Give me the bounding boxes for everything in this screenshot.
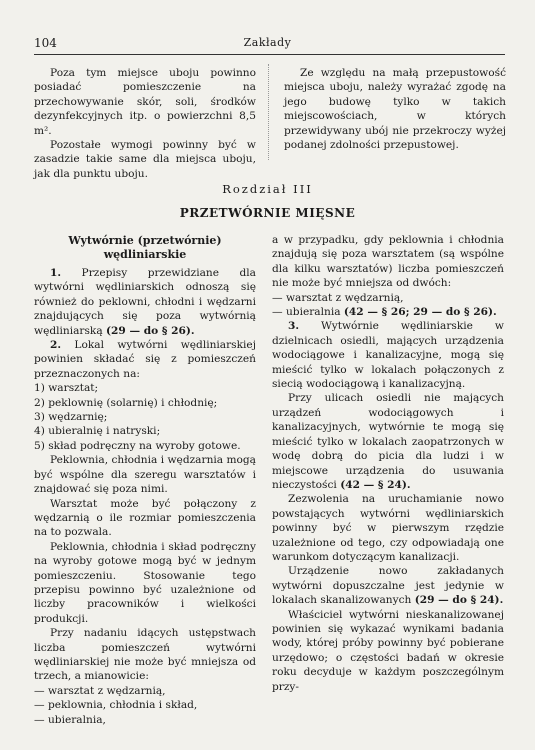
paragraph bbox=[34, 266, 256, 338]
list-item: 2) peklownię (solarnię) i chłodnię; bbox=[34, 396, 218, 409]
top-right-column bbox=[284, 66, 506, 152]
right-column bbox=[272, 233, 504, 694]
top-left-column bbox=[34, 66, 256, 181]
list-item: — warsztat z wędzarnią, bbox=[272, 291, 404, 304]
header-rule bbox=[34, 54, 505, 55]
running-title: Zakłady bbox=[243, 36, 292, 49]
paragraph bbox=[34, 338, 256, 381]
list-item: 5) skład podręczny na wyroby gotowe. bbox=[34, 439, 241, 452]
legal-reference: (42 — § 24). bbox=[340, 478, 411, 491]
list-item: — ubieralnia, bbox=[34, 713, 106, 726]
page-number: 104 bbox=[34, 36, 57, 50]
subheading bbox=[34, 234, 256, 262]
paragraph: a w przypadku, gdy peklownia i chłodnia znajdują się poza warsztatem (są wspólne dla kilku warsztatów) liczba pomieszczeń nie może być mniejsza od dwóch: bbox=[272, 234, 504, 290]
paragraph-text: Przepisy przewidziane dla wytwórni wędliniarskich odnoszą się również do peklowni, chłodni i wędzarni znajdujących się poza wytwórnią wędliniarską bbox=[34, 267, 256, 337]
paragraph: Peklownia, chłodnia i wędzarnia mogą być wspólne dla szeregu warsztatów i znajdować się poza nimi. bbox=[34, 454, 256, 496]
paragraph-number: 3. bbox=[288, 320, 300, 333]
paragraph-text: Wytwórnie wędliniarskie w dzielnicach osiedli, mających urządzenia wodociągowe i kanalizacyjne, mogą się mieścić tylko w lokalach połączonych z siecią wodociągową i kanalizacyjną. bbox=[272, 320, 504, 391]
dash-list bbox=[272, 291, 504, 320]
section-title: PRZETWÓRNIE MIĘSNE bbox=[179, 206, 356, 220]
paragraph-text: Urządzenie nowo zakładanych wytwórni dopuszczalne jest jedynie w lokalach skanalizowanych bbox=[272, 565, 504, 607]
paragraph: Przy nadaniu idących ustępstwach liczba pomieszczeń wytwórni wędliniarskiej nie może być mniejsza od trzech, a mianowicie: bbox=[34, 627, 256, 683]
list-item: — warsztat z wędzarnią, bbox=[34, 684, 166, 697]
paragraph-number: 2. bbox=[50, 339, 62, 352]
list-item: — peklownia, chłodnia i skład, bbox=[34, 699, 198, 712]
left-column bbox=[34, 234, 256, 727]
list-item: 1) warsztat; bbox=[34, 382, 99, 395]
paragraph: Warsztat może być połączony z wędzarnią o ile rozmiar pomieszczenia na to pozwala. bbox=[34, 497, 256, 539]
legal-reference: (29 — do § 26). bbox=[106, 324, 195, 337]
paragraph bbox=[272, 564, 504, 607]
list-item: 4) ubieralnię i natryski; bbox=[34, 425, 161, 438]
paragraph: Zezwolenia na uruchamianie nowo powstających wytwórni wędliniarskich powinny być w pierwszym rzędzie uzależnione od tego, czy odpowiadają one warunkom dotyczącym kanalizacji. bbox=[272, 493, 504, 563]
paragraph bbox=[272, 391, 504, 492]
subheading-line: wędliniarskie bbox=[103, 248, 187, 261]
paragraph-text: Przy ulicach osiedli nie mających urządzeń wodociągowych i kanalizacyjnych, wytwórnie te mogą się mieścić tylko w lokalach zaopatrzonych w wodę dobrą do picia dla ludzi i w miejscowe urządzenia do usuwania nieczystości bbox=[272, 392, 504, 491]
paragraph: Ze względu na małą przepustowość miejsca uboju, należy wyrażać zgodę na jego budowę tylko w takich miejscowościach, w których przewidywany ubój nie przekroczy wyżej podanej zdolności przepustowej. bbox=[284, 67, 506, 152]
paragraph bbox=[272, 319, 504, 391]
page-header bbox=[34, 36, 501, 52]
paragraph: Właściciel wytwórni nieskanalizowanej powinien się wykazać wynikami badania wody, której próby powinny być pobierane urzędowo; o częstości badań w okresie roku decyduje w każdym poszczególnym przy- bbox=[272, 608, 504, 693]
list-item: 3) wędzarnię; bbox=[34, 411, 108, 424]
legal-reference: (42 — § 26; 29 — do § 26). bbox=[343, 306, 497, 319]
list-item-text: — ubieralnia bbox=[272, 306, 344, 319]
list-item bbox=[272, 305, 504, 319]
dash-list bbox=[34, 684, 256, 727]
paragraph: Poza tym miejsce uboju powinno posiadać pomieszczenie na przechowywanie skór, soli, środków dezynfekcyjnych itp. o powierzchni 8,5 m². bbox=[34, 67, 256, 137]
paragraph-text: Lokal wytwórni wędliniarskiej powinien składać się z pomieszczeń przeznaczonych na: bbox=[34, 339, 256, 380]
column-divider bbox=[268, 64, 269, 160]
chapter-heading: Rozdział III bbox=[222, 182, 313, 196]
legal-reference: (29 — do § 24). bbox=[414, 594, 504, 607]
room-list bbox=[34, 381, 256, 453]
paragraph: Pozostałe wymogi powinny być w zasadzie takie same dla miejsca uboju, jak dla punktu uboju. bbox=[34, 139, 256, 180]
paragraph-number: 1. bbox=[50, 267, 62, 279]
subheading-line: Wytwórnie (przetwórnie) bbox=[68, 234, 222, 247]
paragraph: Peklownia, chłodnia i skład podręczny na wyroby gotowe mogą być w jednym pomieszczeniu. Stosowanie tego przepisu powinno być uzależnione od liczby pracowników i wielkości produkcji. bbox=[34, 540, 256, 625]
